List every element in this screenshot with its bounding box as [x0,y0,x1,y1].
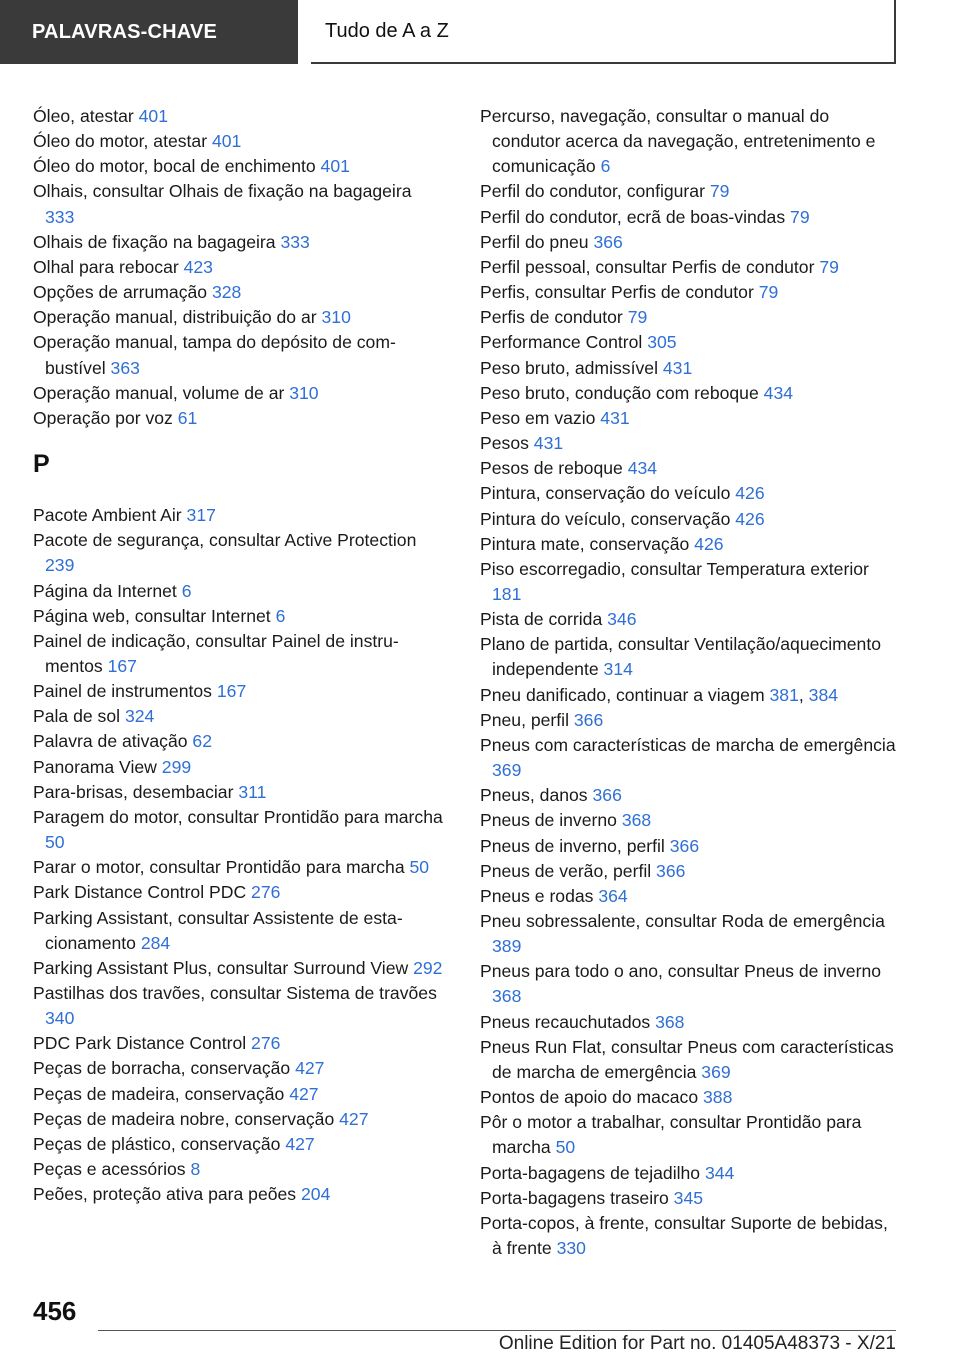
index-entry [480,783,900,808]
index-column-left [33,104,443,1207]
index-entry [33,906,443,956]
index-entry [480,1085,900,1110]
index-term: Pôr o motor a trabalhar, consultar Prontidão para marcha [480,1112,862,1158]
index-term: Pneus Run Flat, consultar Pneus com características de marcha de emergência [480,1036,894,1082]
page-reference-link[interactable]: 427 [289,1083,319,1104]
page-reference-link[interactable]: 317 [186,505,216,526]
page-reference-link[interactable]: 62 [192,731,212,752]
index-entry [33,154,443,179]
index-entry [33,981,443,1031]
index-term: Pacote Ambient Air [33,505,182,526]
index-term: Pastilhas dos travões, consultar Sistema de travões [33,983,437,1003]
page-reference-link[interactable]: 79 [819,256,839,277]
page-header [0,0,960,66]
index-entry [480,1186,900,1211]
index-entry [480,808,900,833]
index-term: Operação manual, tampa do depósito de combustível [33,332,396,378]
index-entry [33,1056,443,1081]
page-reference-link[interactable]: 181 [492,583,522,604]
page-reference-link[interactable]: 431 [600,407,630,428]
index-term: Pacote de segurança, consultar Active Protection [33,530,417,551]
index-term: Pneu sobressalente, consultar Roda de emergência [480,911,885,931]
index-term: Porta-bagagens traseiro [480,1187,669,1208]
page-number: 456 [33,1296,77,1326]
index-entry [480,481,900,506]
page-reference-link[interactable]: 167 [216,681,247,702]
index-entry [33,330,443,380]
section-title: Tudo de A a Z [311,0,896,64]
index-entry [33,255,443,280]
page-reference-link[interactable]: 431 [533,433,564,454]
index-entry [33,880,443,905]
page-reference-link[interactable]: 333 [280,231,310,252]
index-term: Peso bruto, condução com reboque [480,382,759,403]
page-reference-link[interactable]: 167 [107,655,137,676]
index-entry [33,956,443,981]
page-reference-link[interactable]: 310 [289,382,319,403]
page-reference-link[interactable]: 427 [285,1133,315,1154]
index-entry [33,780,443,805]
index-letter-heading: P [33,450,50,479]
index-entry [33,104,443,129]
page-reference-link[interactable]: 50 [409,857,430,878]
page-reference-link[interactable]: 427 [295,1058,325,1079]
index-term: Pneu, perfil [480,709,569,730]
index-term: Olhais, consultar Olhais de fixação na bagageira [33,181,412,202]
page-reference-link[interactable]: 363 [110,357,140,378]
page-reference-link[interactable]: 434 [763,382,794,403]
edition-note: Online Edition for Part no. 01405A48373 - X/21 [498,1333,896,1354]
index-term: Pneus com características de marcha de emergência [480,734,896,755]
index-term: Plano de partida, consultar Ventilação/aquecimento independente [480,634,882,680]
index-term: Pintura, conservação do veículo [480,483,731,504]
index-term: Pontos de apoio do macaco [480,1087,699,1108]
page-reference-link[interactable]: 276 [251,882,281,903]
page-reference-link[interactable]: 346 [607,609,637,630]
index-entry [33,381,443,406]
page-reference-link[interactable]: 239 [45,555,75,576]
index-entry [33,729,443,754]
page-reference-link[interactable]: 384 [808,684,839,705]
page-reference-link[interactable]: 310 [321,307,351,328]
page-reference-link[interactable]: 368 [655,1011,685,1032]
page-reference-link[interactable]: 426 [735,508,765,529]
page-reference-link[interactable]: 426 [735,483,765,504]
index-entry [33,855,443,880]
page-reference-link[interactable]: 292 [413,957,443,978]
index-term: Página web, consultar Internet [33,605,271,626]
page-reference-link[interactable]: 50 [45,832,65,853]
index-entry [480,381,900,406]
index-entry [480,909,900,959]
page-reference-link[interactable]: 401 [320,156,350,177]
page-reference-link[interactable]: 276 [251,1033,281,1054]
page-reference-link[interactable]: 427 [339,1108,369,1129]
index-entry [480,959,900,1009]
index-term: Park Distance Control PDC [33,882,247,903]
page-reference-link[interactable]: 364 [598,885,628,906]
page-reference-link[interactable]: 366 [592,785,622,806]
index-term: Pesos de reboque [480,458,623,479]
page-reference-link[interactable]: 79 [709,181,730,202]
index-entry [480,456,900,481]
index-entry [480,1161,900,1186]
index-entry [33,679,443,704]
index-entry [33,1107,443,1132]
index-entry [480,557,900,607]
page-reference-link[interactable]: 366 [669,835,700,856]
page-reference-link[interactable]: 434 [627,458,658,479]
index-term: Pneus recauchutados [480,1011,651,1032]
page-reference-link[interactable]: 431 [662,357,693,378]
index-term: Pintura mate, conservação [480,533,690,554]
index-term: Pneus de inverno, perfil [480,835,665,856]
page-reference-link[interactable]: 305 [647,332,677,353]
index-entry [480,1110,900,1160]
index-entry [33,129,443,154]
index-term: Perfis, consultar Perfis de condutor [480,282,754,303]
index-entry [480,104,900,179]
index-entry [480,431,900,456]
index-term: Pneus para todo o ano, consultar Pneus de inverno [480,961,882,982]
index-column-right [480,104,900,1261]
index-term: Perfil do pneu [480,231,589,252]
index-term: Painel de indicação, consultar Painel de instrumentos [33,630,399,676]
page-reference-link[interactable]: 61 [177,407,198,428]
index-term: Painel de instrumentos [33,681,212,702]
page-reference-link[interactable]: 401 [138,106,168,126]
index-entry [33,579,443,604]
index-term: Perfil do condutor, configurar [480,181,705,202]
page-reference-link[interactable]: 369 [701,1061,731,1082]
index-term: Performance Control [480,332,643,353]
index-term: Óleo, atestar [33,106,134,126]
page-reference-link[interactable]: 311 [238,781,267,802]
index-entry [33,1157,443,1182]
page-reference-link[interactable]: 426 [694,533,724,554]
index-entry [480,607,900,632]
index-entry [480,179,900,204]
index-term: Peso em vazio [480,407,596,428]
page-reference-link[interactable]: 345 [673,1187,704,1208]
index-entry [33,503,443,528]
index-term: Perfis de condutor [480,307,623,328]
page-reference-link[interactable]: 6 [275,605,286,626]
index-entry [33,704,443,729]
index-entry [33,305,443,330]
index-entry [33,755,443,780]
page-reference-link[interactable]: 299 [161,756,192,777]
page-reference-link[interactable]: 366 [656,860,686,881]
index-entry [480,255,900,280]
index-term: Pesos [480,433,529,454]
page-reference-link[interactable]: 324 [124,706,155,727]
page-reference-link[interactable]: 79 [758,282,779,303]
index-entry [33,179,443,229]
index-entry [480,733,900,783]
page-reference-link[interactable]: 340 [45,1008,75,1029]
page-reference-link[interactable]: 368 [492,986,522,1007]
page-reference-link[interactable]: 314 [603,659,633,680]
page-reference-link[interactable]: 369 [492,760,522,781]
index-term: Parar o motor, consultar Prontidão para marcha [33,857,405,878]
index-entry [480,406,900,431]
index-entry [480,632,900,682]
index-term: Porta-copos, à frente, consultar Suporte de bebidas, à frente [480,1212,888,1259]
index-term: Olhais de fixação na bagageira [33,231,276,252]
index-entry [480,205,900,230]
index-term: Pneus e rodas [480,885,594,906]
page-reference-link[interactable]: 333 [45,206,75,227]
page-reference-link[interactable]: 368 [621,810,652,831]
index-entry [480,507,900,532]
header-divider [298,0,311,64]
index-term: Perfil do condutor, ecrã de boas-vindas [480,206,786,227]
index-entry [33,1031,443,1056]
page-reference-link[interactable]: 401 [211,131,242,152]
page-reference-link[interactable]: 79 [627,307,648,328]
index-term: Piso escorregadio, consultar Temperatura exterior [480,558,869,579]
index-entry [33,805,443,855]
index-entry [33,604,443,629]
page-reference-link[interactable]: 423 [183,256,213,277]
page-reference-link[interactable]: 366 [573,709,604,730]
page-reference-link[interactable]: 366 [593,231,623,252]
index-term: Opções de arrumação [33,282,208,303]
page-reference-link[interactable]: 344 [704,1162,735,1183]
index-term: Óleo do motor, bocal de enchimento [33,156,316,177]
page-reference-link[interactable]: 8 [190,1159,201,1180]
index-term: Peças de plástico, conservação [33,1133,281,1154]
index-term: Operação por voz [33,407,173,428]
index-term: Pneus de verão, perfil [480,860,652,881]
index-entry [480,834,900,859]
index-term: Palavra de ativação [33,731,188,752]
index-term: Perfil pessoal, consultar Perfis de condutor [480,256,815,277]
index-term: Operação manual, volume de ar [33,382,285,403]
page-reference-link[interactable]: 6 [600,156,611,177]
index-entry [33,1132,443,1157]
index-term: Óleo do motor, atestar [33,131,208,152]
index-entry [33,629,443,679]
index-entry [33,528,443,578]
index-term: Pala de sol [33,706,121,727]
index-term: Percurso, navegação, consultar o manual do condutor acerca da navegação, entretenimento e comunicação [480,106,876,177]
page-reference-link[interactable]: 388 [703,1087,733,1108]
page-reference-link[interactable]: 79 [790,206,810,227]
index-term: Peso bruto, admissível [480,357,658,378]
index-term: Para-brisas, desembaciar [33,781,234,802]
page-reference-link[interactable]: 50 [555,1137,576,1158]
page-reference-link[interactable]: 6 [181,580,192,601]
page-reference-link[interactable]: 330 [556,1238,586,1259]
index-entry [480,708,900,733]
index-entry [480,305,900,330]
index-entry [480,1010,900,1035]
index-entry [480,330,900,355]
index-entry [33,1182,443,1207]
index-term: Página da Internet [33,580,177,601]
index-term: Pintura do veículo, conservação [480,508,731,529]
index-term: Peças de borracha, conservação [33,1058,291,1079]
index-entry [480,859,900,884]
index-term: Paragem do motor, consultar Prontidão para marcha [33,806,443,827]
index-entry [480,1035,900,1085]
index-term: Operação manual, distribuição do ar [33,307,317,328]
chapter-tab: PALAVRAS-CHAVE [0,0,298,64]
page-reference-link[interactable]: 204 [301,1184,331,1205]
index-term: Pneu danificado, continuar a viagem [480,684,765,705]
index-entry [480,356,900,381]
index-term: Peões, proteção ativa para peões [33,1184,297,1205]
index-entry [480,1211,900,1261]
index-entry: Pneu danificado, continuar a viagem 381, 384 [480,684,839,705]
index-entry [33,406,443,431]
index-entry [33,1082,443,1107]
page-reference-link[interactable]: 389 [492,936,522,957]
index-term: Pista de corrida [480,609,603,630]
index-entry [480,532,900,557]
index-term: Peças de madeira nobre, conservação [33,1108,335,1129]
index-term: PDC Park Distance Control [33,1033,247,1054]
page-reference-link[interactable]: 328 [211,282,242,303]
index-term: Parking Assistant Plus, consultar Surround View [33,957,409,978]
index-term: Peças e acessórios [33,1159,186,1180]
index-term: Pneus, danos [480,785,588,806]
index-entry [33,280,443,305]
index-term: Peças de madeira, conservação [33,1083,285,1104]
index-term: Parking Assistant, consultar Assistente de estacionamento [33,907,403,953]
page-reference-link[interactable]: 381 [769,684,799,705]
index-term: Olhal para rebocar [33,256,179,277]
index-entry [480,230,900,255]
index-entry [480,280,900,305]
page-reference-link[interactable]: 284 [140,932,171,953]
index-entry [480,884,900,909]
index-entry [33,230,443,255]
index-term: Porta-bagagens de tejadilho [480,1162,701,1183]
index-term: Pneus de inverno [480,810,617,831]
index-term: Panorama View [33,756,157,777]
footer-rule [98,1330,896,1331]
